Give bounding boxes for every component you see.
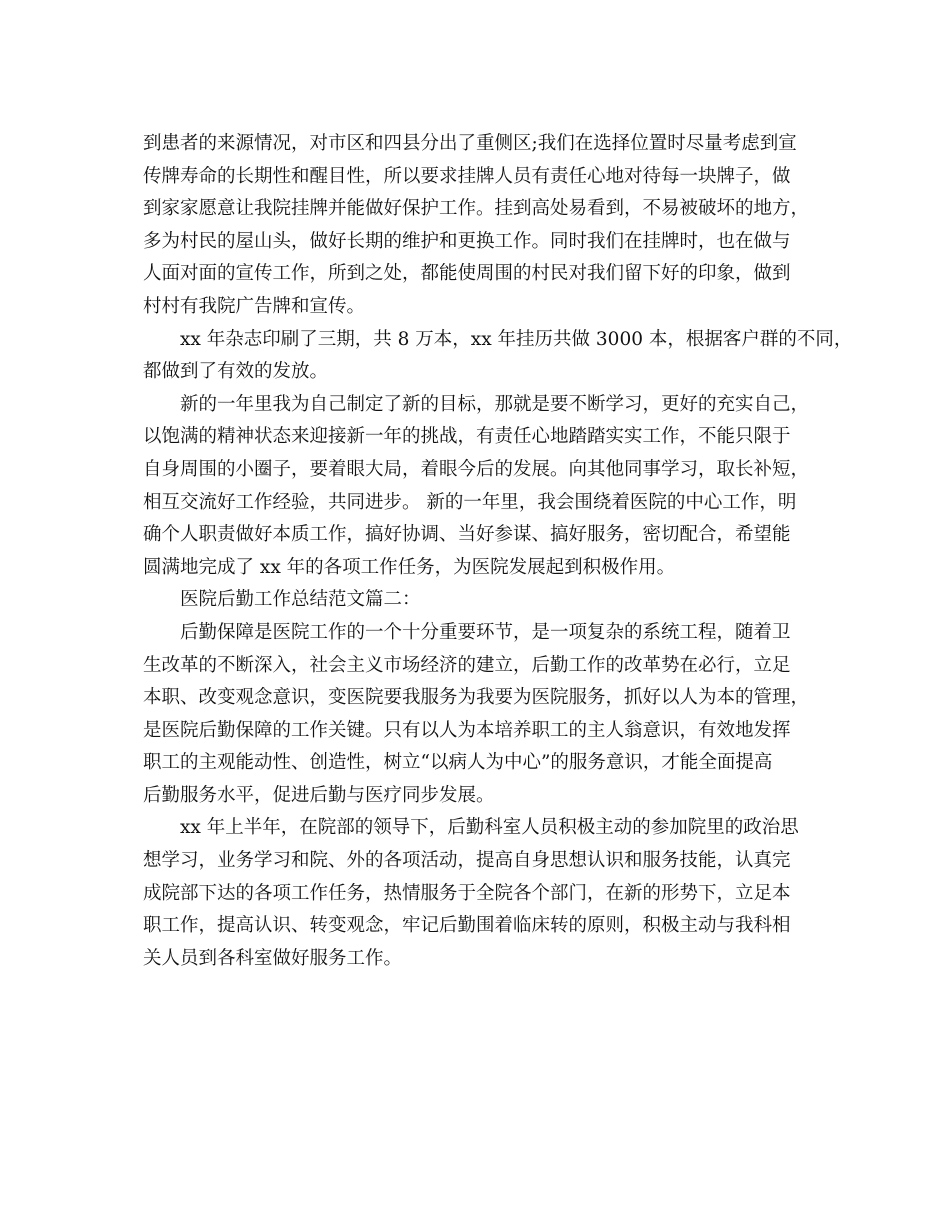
- text-line: 本职、改变观念意识，变医院要我服务为我要为医院服务，抓好以人为本的管理，: [143, 687, 810, 709]
- text-line: 成院部下达的各项工作任务，热情服务于全院各个部门，在新的形势下，立足本: [143, 882, 791, 904]
- text-line: 想学习，业务学习和院、外的各项活动，提高自身思想认识和服务技能，认真完: [143, 850, 791, 872]
- text-line: 新的一年里我为自己制定了新的目标，那就是要不断学习，更好的充实自己，: [180, 393, 810, 415]
- text-line: xx 年杂志印刷了三期，共 8 万本，xx 年挂历共做 3000 本，根据客户群的不同，: [180, 328, 853, 350]
- text-line: 到家家愿意让我院挂牌并能做好保护工作。挂到高处易看到，不易被破坏的地方，: [143, 198, 810, 220]
- text-line: 传牌寿命的长期性和醒目性，所以要求挂牌人员有责任心地对待每一块牌子，做: [143, 165, 791, 187]
- document-body: [143, 128, 853, 975]
- text-line: 到患者的来源情况，对市区和四县分出了重侧区;我们在选择位置时尽量考虑到宣: [143, 133, 797, 154]
- text-line: 是医院后勤保障的工作关键。只有以人为本培养职工的主人翁意识，有效地发挥: [143, 719, 791, 741]
- text-line: 生改革的不断深入，社会主义市场经济的建立，后勤工作的改革势在必行，立足: [143, 654, 791, 676]
- text-line: 职工的主观能动性、创造性，树立“以病人为中心”的服务意识，才能全面提高: [143, 752, 773, 774]
- text-line: 医院后勤工作总结范文篇二：: [180, 589, 421, 611]
- text-line: 人面对面的宣传工作，所到之处，都能使周围的村民对我们留下好的印象，做到: [143, 263, 791, 285]
- text-line: 都做到了有效的发放。: [143, 361, 329, 383]
- text-line: 后勤服务水平，促进后勤与医疗同步发展。: [143, 784, 495, 806]
- text-line: 相互交流好工作经验，共同进步。 新的一年里，我会围绕着医院的中心工作，明: [143, 491, 797, 513]
- text-line: 自身周围的小圈子，要着眼大局，着眼今后的发展。向其他同事学习，取长补短，: [143, 458, 810, 480]
- text-line: 圆满地完成了 xx 年的各项工作任务，为医院发展起到积极作用。: [143, 556, 676, 578]
- text-line: 关人员到各科室做好服务工作。: [143, 947, 403, 969]
- text-line: 确个人职责做好本质工作，搞好协调、当好参谋、搞好服务，密切配合，希望能: [143, 524, 791, 546]
- text-line: 多为村民的屋山头，做好长期的维护和更换工作。同时我们在挂牌时，也在做与: [143, 230, 791, 252]
- text-line: 后勤保障是医院工作的一个十分重要环节，是一项复杂的系统工程，随着卫: [180, 621, 791, 643]
- text-line: xx 年上半年，在院部的领导下，后勤科室人员积极主动的参加院里的政治思: [180, 817, 799, 839]
- text-line: 职工作，提高认识、转变观念，牢记后勤围着临床转的原则，积极主动与我科相: [143, 915, 791, 937]
- text-line: 以饱满的精神状态来迎接新一年的挑战，有责任心地踏踏实实工作，不能只限于: [143, 426, 791, 448]
- text-line: 村村有我院广告牌和宣传。: [143, 295, 366, 317]
